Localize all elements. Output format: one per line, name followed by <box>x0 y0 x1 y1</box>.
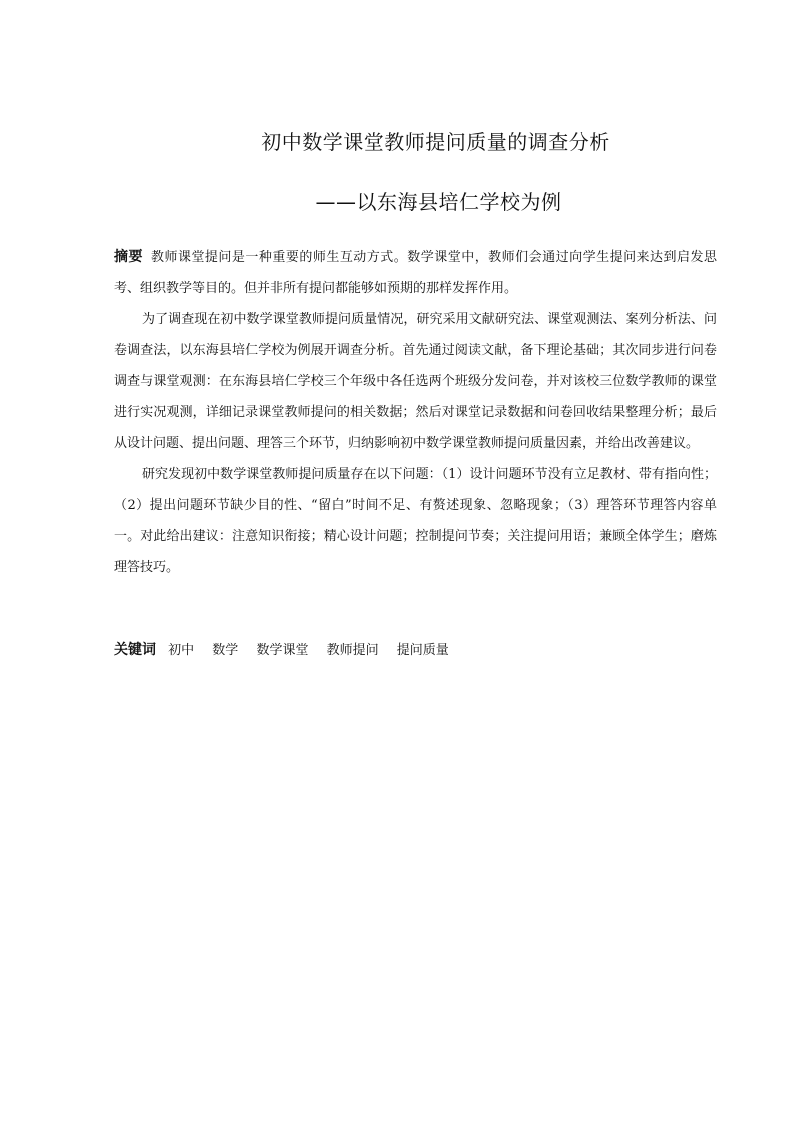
abstract-paragraph-2: 为了调查现在初中数学课堂教师提问质量情况，研究采用文献研究法、课堂观测法、案列分析法、问卷调查法，以东海县培仁学校为例展开调查分析。首先通过阅读文献，备下理论基础；其次同步进行问卷调查与课堂观测：在东海县培仁学校三个年级中各任选两个班级分发问卷，并对该校三位数学教师的课堂进行实况观测，详细记录课堂教师提问的相关数据；然后对课堂记录数据和问卷回收结果整理分析；最后从设计问题、提出问题、理答三个环节，归纳影响初中数学课堂教师提问质量因素，并给出改善建议。 <box>114 312 717 451</box>
abstract-paragraph-3: 研究发现初中数学课堂教师提问质量存在以下问题：（1）设计问题环节没有立足教材、带有指向性；（2）提出问题环节缺少目的性、“留白”时间不足、有赘述现象、忽略现象；（3）理答环节理答内容单一。对此给出建议：注意知识衔接；精心设计问题；控制提问节奏；关注提问用语；兼顾全体学生；磨炼理答技巧。 <box>114 467 717 575</box>
page-subtitle: ——以东海县培仁学校为例 <box>315 190 562 214</box>
keyword-item: 初中 <box>168 643 195 658</box>
page-title: 初中数学课堂教师提问质量的调查分析 <box>261 130 610 154</box>
keyword-item: 提问质量 <box>396 643 449 658</box>
keyword-item: 数学 <box>212 643 239 658</box>
keywords-section <box>114 637 463 664</box>
abstract-label: 摘要 <box>114 249 143 265</box>
abstract-paragraph-1-text: 教师课堂提问是一种重要的师生互动方式。数学课堂中，教师们会通过向学生提问来达到启发思考、组织教学等目的。但并非所有提问都能够如预期的那样发挥作用。 <box>114 250 717 296</box>
abstract-paragraph-1 <box>114 242 717 304</box>
keyword-item: 教师提问 <box>326 643 379 658</box>
abstract-section <box>114 242 717 583</box>
keyword-item: 数学课堂 <box>256 643 309 658</box>
keywords-label: 关键词 <box>114 642 156 658</box>
